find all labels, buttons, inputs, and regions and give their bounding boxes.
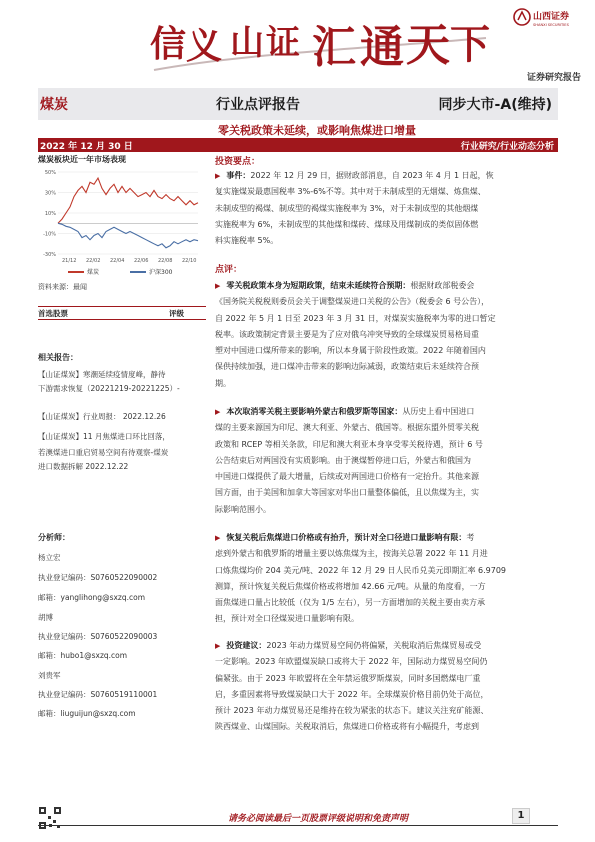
body-line: 保供持续加强，进口煤冲击带来的影响边际减弱，政策结束后未延续符合预 — [215, 362, 479, 372]
brand-logo — [513, 6, 591, 28]
slogan-char: 天 — [406, 20, 450, 71]
footer-rule — [38, 825, 558, 826]
event-paragraph — [215, 168, 559, 249]
bullet-triangle-icon: ▶ — [215, 282, 221, 290]
qr-code-icon — [38, 806, 62, 830]
industry-label: 煤炭 — [40, 97, 68, 113]
body-line: 中国进口煤提供了最大增量，后续或对两国进口价格有一定抬升。其他来源 — [215, 472, 479, 482]
analysts-title: 分析师： — [38, 533, 70, 542]
slogan-char: 汇 — [312, 22, 356, 73]
bullet-triangle-icon: ▶ — [215, 408, 221, 416]
chart-source: 资料来源：最闻 — [38, 283, 87, 291]
body-line: 启，多重因素将导致煤炭缺口大于 2022 年。全球煤炭价格目前仍处于高位， — [215, 689, 489, 699]
body-line: 煤的主要来源国为印尼、澳大利亚、外蒙古、俄国等。根据东盟外贸零关税 — [215, 423, 479, 433]
body-line: 《国务院关税税则委员会关于调整煤炭进口关税的公告》（税委会 6 号公告）， — [215, 297, 490, 307]
analyst-name: 杨立宏 — [38, 553, 61, 562]
report-kind: 证券研究报告 — [526, 73, 581, 83]
stock-header-left: 首选股票 — [38, 309, 68, 318]
body-line: 国方面，由于美国和加拿大等国家对华出口量整体偏低，且以焦煤为主，实 — [215, 488, 479, 498]
body-line: 面焦煤进口量占比较低（仅为 1/5 左右），另一方面增加的关税主要由卖方承 — [215, 598, 485, 608]
body-line: 测算，预计恢复关税后焦煤价格或将增加 42.66 元/吨。从量的角度看，一方 — [215, 581, 486, 591]
series-line — [58, 178, 198, 223]
rating: 同步大市-A(维持) — [438, 97, 552, 113]
title-band — [38, 88, 558, 120]
analyst-email[interactable]: 邮箱：yanglihong@sxzq.com — [38, 593, 146, 602]
analyst-name: 胡博 — [38, 613, 53, 622]
analyst-code: 执业登记编码：S0760522090002 — [38, 573, 158, 582]
x-tick-label: 21/12 — [62, 258, 77, 264]
body-line: 一定影响。2023 年欧盟煤炭缺口或将大于 2022 年，国际动力煤贸易空间仍 — [215, 657, 488, 667]
legend-label: 煤炭 — [87, 269, 100, 276]
bullet-triangle-icon: ▶ — [215, 534, 221, 542]
body-line: ▶ 本次取消零关税主要影响外蒙古和俄罗斯等国家：从历史上看中国进口 — [215, 407, 475, 416]
divider — [38, 319, 206, 320]
series-line — [58, 223, 198, 248]
related-item[interactable]: 若澳煤进口重启贸易空间有待观察-煤炭 — [38, 448, 169, 457]
related-item[interactable]: 【山证煤炭】寒潮延续疫情度峰，静待 — [38, 370, 166, 379]
y-tick-label: -10% — [43, 231, 56, 238]
lead-phrase: 本次取消零关税主要影响外蒙古和俄罗斯等国家： — [226, 407, 403, 416]
related-item[interactable]: 【山证煤炭】行业周报： 2022.12.26 — [38, 412, 166, 421]
analyst-code: 执业登记编码：S0760519110001 — [38, 690, 158, 699]
section-title: 投资要点： — [215, 157, 261, 167]
slogan-char: 山 — [230, 23, 264, 63]
body-line: 塑对中国进口煤所带来的影响，所以本身属于阶段性政策。2022 年随着国内 — [215, 346, 486, 356]
body-line: 陕西煤业、山煤国际。关税取消后，焦煤进口价格或将有小幅提升，考虑到 — [215, 722, 479, 732]
related-item[interactable]: 【山证煤炭】11 月焦煤进口环比回落， — [38, 432, 170, 441]
lead-phrase: 投资建议： — [226, 641, 267, 650]
slogan-char: 义 — [186, 25, 223, 67]
market-chart — [38, 166, 206, 284]
body-line: 期。 — [215, 378, 231, 388]
lead-phrase: 事件： — [226, 171, 251, 180]
chart-title: 煤炭板块近一年市场表现 — [38, 155, 126, 164]
bullet-triangle-icon: ▶ — [215, 642, 221, 650]
related-item[interactable]: 进口数据拆解 2022.12.22 — [38, 462, 129, 471]
body-line: 税率。该政策制定背景主要是为了应对俄乌冲突导致的全球煤炭贸易格局重 — [215, 329, 479, 339]
related-item[interactable]: 下游需求恢复（20221219-20221225）- — [38, 384, 180, 393]
body-line: 料实施税率 5%。 — [215, 236, 279, 246]
y-tick-label: 10% — [44, 211, 56, 217]
point-paragraph — [215, 278, 559, 392]
body-line: 口炼焦煤均价 204 美元/吨、2022 年 12 月 29 日人民币兑美元即期汇率 6.9709 — [215, 565, 507, 575]
body-line: 未制成型的褐煤、制成型的褐煤实施税率为 3%，对于未制成型的其他烟煤 — [215, 203, 479, 213]
slogan-char: 信 — [150, 23, 187, 65]
legend-label: 沪深300 — [149, 269, 173, 276]
sidebar — [38, 154, 206, 718]
disclaimer: 请务必阅读最后一页股票评级说明和免责声明 — [228, 814, 409, 824]
slogan-char: 下 — [450, 21, 490, 68]
body-line: 公告结束后对两国没有实质影响。由于澳煤暂停进口后，外蒙古和俄国为 — [215, 455, 471, 465]
report-type: 行业点评报告 — [216, 97, 300, 113]
brand-name: 山西证券 — [533, 12, 570, 22]
x-tick-label: 22/10 — [182, 258, 197, 264]
headline: 零关税政策未延续，或影响焦煤进口增量 — [218, 124, 416, 137]
body-line: 预计 2023 年动力煤贸易还是维持在较为紧张的状态下。建议关注兖矿能源、 — [215, 706, 489, 716]
report-date: 2022 年 12 月 30 日 — [40, 142, 133, 152]
analyst-email[interactable]: 邮箱：hubo1@sxzq.com — [38, 651, 128, 660]
x-tick-label: 22/04 — [110, 258, 125, 264]
related-title: 相关报告： — [38, 353, 78, 362]
report-category: 行业研究/行业动态分析 — [460, 142, 554, 152]
bullet-triangle-icon: ▶ — [215, 172, 221, 180]
slogan-char: 通 — [360, 22, 404, 73]
point-paragraph — [215, 638, 559, 736]
slogan-char: 证 — [266, 23, 300, 63]
date-band — [38, 138, 558, 152]
y-tick-label: -30% — [43, 252, 56, 258]
body-line: 偏紧张。由于 2023 年欧盟将在全年禁运俄罗斯煤炭，同时多国燃煤电厂重 — [215, 673, 481, 683]
lead-phrase: 零关税政策本身为短期政策，结束未延续符合预期： — [226, 281, 411, 290]
body-line: 担，预计对全口径煤炭进口量影响有限。 — [215, 614, 359, 624]
divider — [38, 306, 206, 307]
x-tick-label: 22/02 — [86, 258, 101, 264]
body-line: ▶ 事件：2022 年 12 月 29 日，据财政部消息，自 2023 年 4 月 1 日起，恢 — [215, 171, 494, 180]
body-line: 自 2022 年 5 月 1 日至 2023 年 3 月 31 日，对煤炭实施税率为零的进口暂定 — [215, 313, 496, 323]
body-line: ▶ 恢复关税后焦煤进口价格或有抬升，预计对全口径进口量影响有限：考 — [215, 533, 475, 542]
brand-name-en: SHANXI SECURITIES — [533, 23, 569, 27]
slogan-calligraphy — [150, 8, 490, 80]
body-line: 际影响范围小。 — [215, 504, 271, 514]
analyst-name: 刘贵军 — [38, 671, 61, 680]
body-line: 虑到外蒙古和俄罗斯的增量主要以炼焦煤为主，按海关总署 2022 年 11 月进 — [215, 549, 488, 559]
masthead — [0, 0, 595, 88]
y-tick-label: 50% — [44, 170, 56, 176]
point-paragraph — [215, 404, 559, 518]
analyst-code: 执业登记编码：S0760522090003 — [38, 632, 158, 641]
x-tick-label: 22/06 — [134, 258, 149, 264]
page-number: 1 — [512, 808, 530, 824]
stock-header-right: 评级 — [169, 309, 184, 318]
body-line: ▶ 投资建议：2023 年动力煤贸易空间仍将偏紧，关税取消后焦煤贸易或受 — [215, 641, 482, 650]
section-title: 点评： — [215, 265, 243, 275]
lead-phrase: 恢复关税后焦煤进口价格或有抬升，预计对全口径进口量影响有限： — [226, 533, 467, 542]
x-tick-label: 22/08 — [158, 258, 173, 264]
y-tick-label: 30% — [44, 190, 56, 197]
point-paragraph — [215, 530, 559, 628]
analyst-email[interactable]: 邮箱：liuguijun@sxzq.com — [38, 709, 136, 718]
body-line: 实施税率为 6%，未制成型的其他煤和煤砖、煤球及用煤制成的类似固体燃 — [215, 219, 479, 229]
body-line: 政策和 RCEP 等相关条款，印尼和澳大利亚本身享受零关税待遇，预计 6 号 — [215, 439, 483, 449]
body-line: 复实施煤炭最惠国税率 3%-6%不等。其中对于未制成型的无烟煤、炼焦煤、 — [215, 187, 486, 197]
main-body — [215, 154, 559, 732]
body-line: ▶ 零关税政策本身为短期政策，结束未延续符合预期：根据财政部税委会 — [215, 281, 475, 290]
stock-header — [38, 308, 206, 319]
